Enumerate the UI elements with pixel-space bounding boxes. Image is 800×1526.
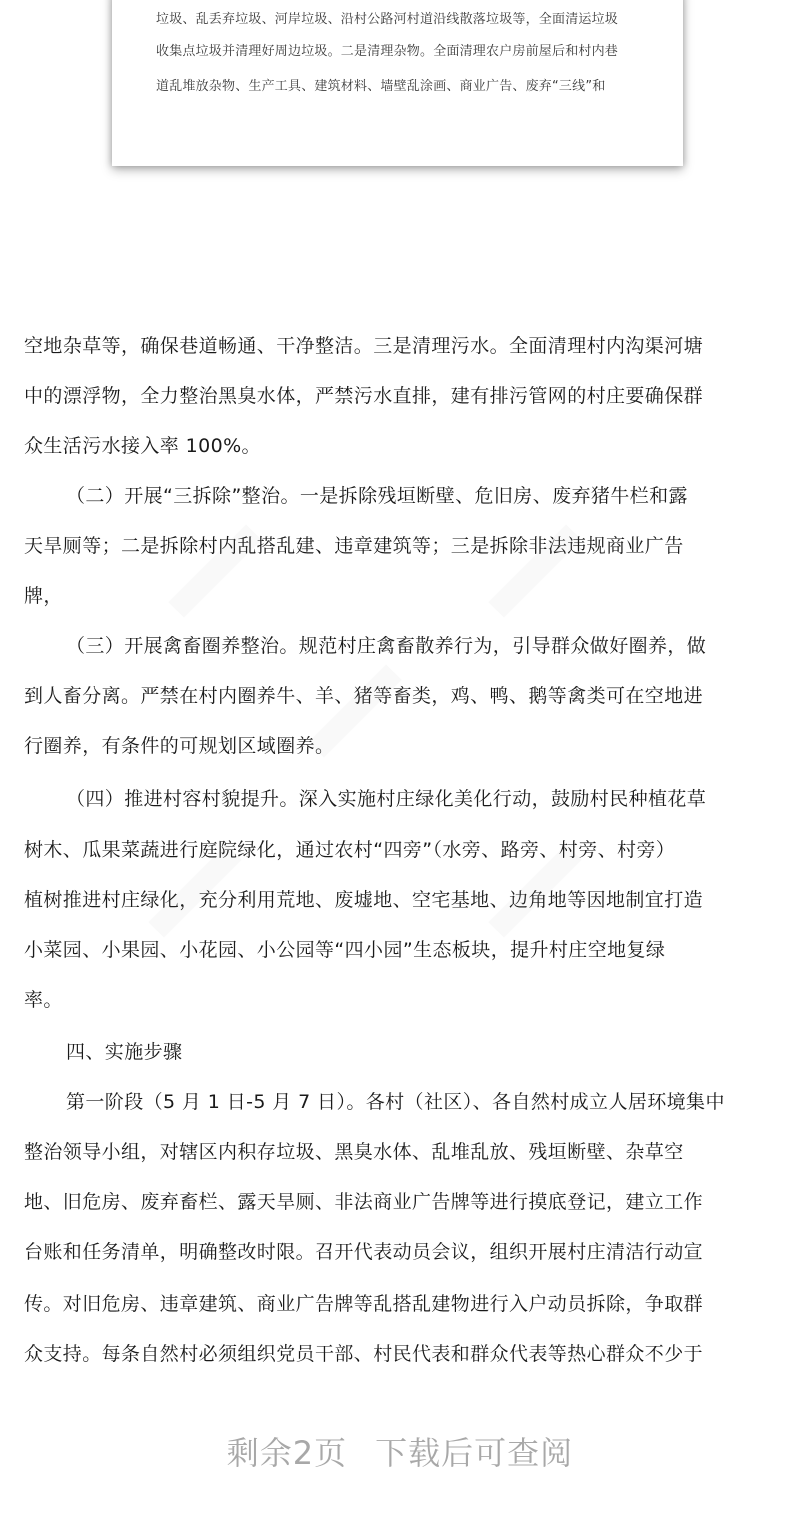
paragraph-line: 到人畜分离。严禁在村内圈养牛、羊、猪等畜类，鸡、鸭、鹅等禽类可在空地进 <box>24 685 704 707</box>
paragraph-line: 率。 <box>24 989 63 1011</box>
paragraph-line: 众生活污水接入率 100%。 <box>24 435 261 457</box>
paragraph-line: 植树推进村庄绿化，充分利用荒地、废墟地、空宅基地、边角地等因地制宜打造 <box>24 889 704 911</box>
preview-line: 道乱堆放杂物、生产工具、建筑材料、墙壁乱涂画、商业广告、废弃“三线”和 <box>156 79 606 94</box>
paragraph-line: （四）推进村容村貌提升。深入实施村庄绿化美化行动，鼓励村民种植花草 <box>66 788 707 810</box>
paragraph-line: 整治领导小组，对辖区内积存垃圾、黑臭水体、乱堆乱放、残垣断壁、杂草空 <box>24 1141 684 1163</box>
paragraph-line: （二）开展“三拆除”整治。一是拆除残垣断壁、危旧房、废弃猪牛栏和露 <box>66 485 688 507</box>
paragraph-line: （三）开展禽畜圈养整治。规范村庄禽畜散养行为，引导群众做好圈养，做 <box>66 635 707 657</box>
paragraph-line: 第一阶段（5 月 1 日-5 月 7 日）。各村（社区）、各自然村成立人居环境集中 <box>66 1091 725 1113</box>
section-heading: 四、实施步骤 <box>66 1041 183 1063</box>
remaining-pages-text: 剩余2页 <box>226 1434 348 1472</box>
preview-line: 垃圾、乱丢弃垃圾、河岸垃圾、沿村公路河村道沿线散落垃圾等，全面清运垃圾 <box>156 12 619 27</box>
paragraph-line: 行圈养，有条件的可规划区域圈养。 <box>24 735 335 757</box>
document-preview-card <box>112 0 683 166</box>
download-to-view-text: 下载后可查阅 <box>375 1434 574 1472</box>
paragraph-line: 传。对旧危房、违章建筑、商业广告牌等乱搭乱建物进行入户动员拆除，争取群 <box>24 1293 704 1315</box>
remaining-pages-notice[interactable] <box>0 1428 800 1474</box>
preview-line: 收集点垃圾并清理好周边垃圾。二是清理杂物。全面清理农户房前屋后和村内巷 <box>156 44 619 59</box>
paragraph-line: 小菜园、小果园、小花园、小公园等“四小园”生态板块，提升村庄空地复绿 <box>24 939 666 961</box>
paragraph-line: 牌， <box>24 585 63 607</box>
paragraph-line: 空地杂草等，确保巷道畅通、干净整洁。三是清理污水。全面清理村内沟渠河塘 <box>24 335 704 357</box>
paragraph-line: 天旱厕等；二是拆除村内乱搭乱建、违章建筑等；三是拆除非法违规商业广告 <box>24 535 684 557</box>
paragraph-line: 众支持。每条自然村必须组织党员干部、村民代表和群众代表等热心群众不少于 <box>24 1343 704 1365</box>
paragraph-line: 地、旧危房、废弃畜栏、露天旱厕、非法商业广告牌等进行摸底登记，建立工作 <box>24 1191 704 1213</box>
paragraph-line: 树木、瓜果菜蔬进行庭院绿化，通过农村“四旁”（水旁、路旁、村旁、村旁） <box>24 839 676 861</box>
paragraph-line: 中的漂浮物，全力整治黑臭水体，严禁污水直排，建有排污管网的村庄要确保群 <box>24 385 704 407</box>
paragraph-line: 台账和任务清单，明确整改时限。召开代表动员会议，组织开展村庄清洁行动宣 <box>24 1241 704 1263</box>
